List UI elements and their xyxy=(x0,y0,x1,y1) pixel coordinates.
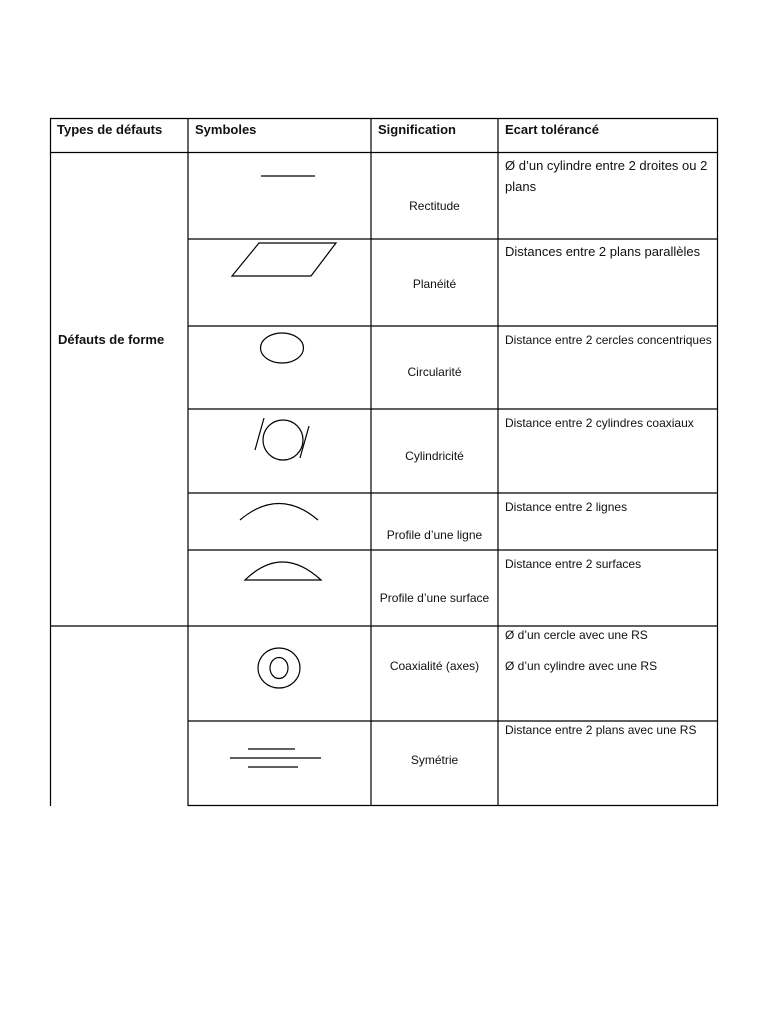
ecart-cylindricite xyxy=(498,409,718,493)
profil-ligne-symbol xyxy=(188,493,371,550)
header-symboles: Symboles xyxy=(195,122,257,137)
signification-planeite: Planéité xyxy=(412,276,457,291)
header-types: Types de défauts xyxy=(57,122,163,137)
rectitude-symbol xyxy=(188,153,371,239)
ecart-profil-surface xyxy=(498,550,718,626)
coaxialite-symbol xyxy=(188,626,371,721)
planeite-symbol xyxy=(188,239,371,326)
header-ecart: Ecart tolérancé xyxy=(505,122,599,137)
ecart-text: Distances entre 2 plans parallèles xyxy=(505,244,701,259)
ecart-text: Distance entre 2 lignes xyxy=(505,500,628,514)
signification-circularite: Circularité xyxy=(407,365,462,379)
ecart-planeite xyxy=(498,239,718,326)
tolerance-table xyxy=(50,118,718,806)
signification-symetrie: Symétrie xyxy=(410,753,459,767)
ecart-text: Ø d’un cylindre avec une RS xyxy=(505,659,658,673)
ecart-text: Distance entre 2 cylindres coaxiaux xyxy=(505,416,694,430)
ecart-text: Distance entre 2 plans avec une RS xyxy=(505,723,697,737)
ecart-circularite xyxy=(498,326,718,409)
ecart-text: Distance entre 2 surfaces xyxy=(505,557,642,571)
group-label-position xyxy=(50,627,188,806)
circularite-symbol xyxy=(188,326,371,409)
signification-coaxialite: Coaxialité (axes) xyxy=(389,659,480,673)
ecart-text: Distance entre 2 cercles concentriques xyxy=(505,333,712,347)
header-signification: Signification xyxy=(378,122,456,137)
cylindricite-symbol xyxy=(188,409,371,493)
signification-rectitude: Rectitude xyxy=(409,198,460,213)
ecart-coaxialite xyxy=(498,626,718,721)
ecart-symetrie xyxy=(498,721,718,806)
group-label-forme: Défauts de forme xyxy=(58,332,165,347)
ecart-rectitude xyxy=(498,153,718,239)
ecart-text: Ø d’un cercle avec une RS xyxy=(505,628,648,642)
signification-profil-ligne: Profile d’une ligne xyxy=(386,528,483,542)
profil-surface-symbol xyxy=(188,550,371,626)
ecart-profil-ligne xyxy=(498,493,718,550)
symetrie-symbol xyxy=(188,721,371,806)
signification-profil-surface: Profile d’une surface xyxy=(379,590,490,605)
signification-cylindricite: Cylindricité xyxy=(405,448,464,463)
ecart-text: Ø d’un cylindre entre 2 droites ou 2 plans xyxy=(505,158,708,194)
